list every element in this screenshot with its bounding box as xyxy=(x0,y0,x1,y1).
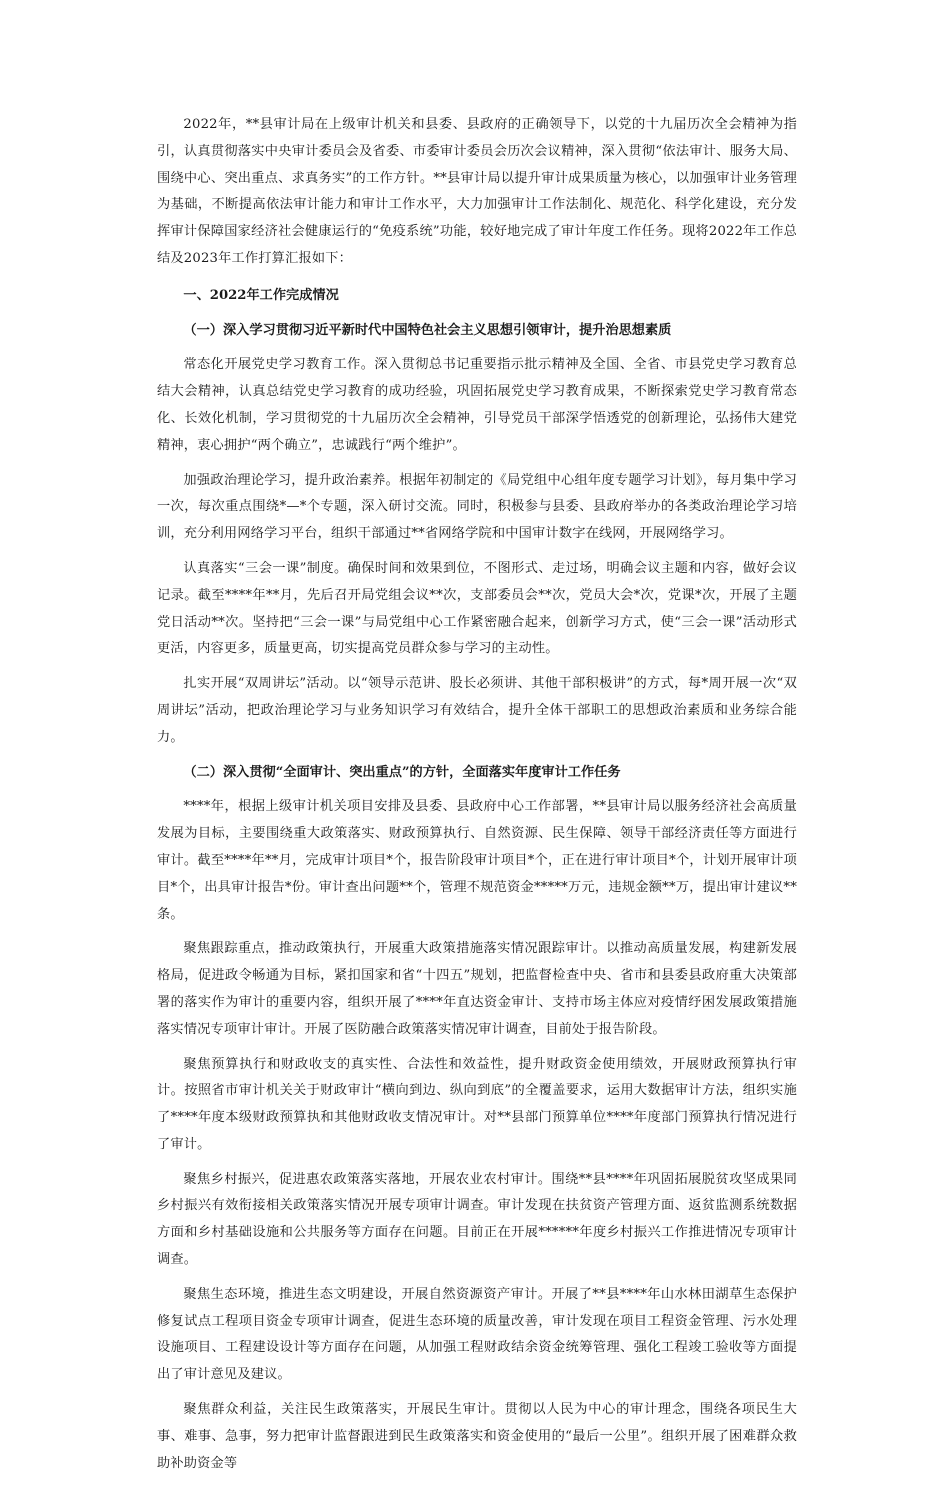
paragraph: 聚焦预算执行和财政收支的真实性、合法性和效益性，提升财政资金使用绩效，开展财政预算执行审计。按照省市审计机关关于财政审计“横向到边、纵向到底”的全覆盖要求，运用大数据审计方法，组织实施了****年度本级财政预算执和其他财政收支情况审计。对**县部门预算单位****年度部门预算执行情况进行了审计。 xyxy=(157,1056,797,1152)
paragraph: 聚焦群众利益，关注民生政策落实，开展民生审计。贯彻以人民为中心的审计理念，围绕各项民生大事、难事、急事，努力把审计监督跟进到民生政策落实和资金使用的“最后一公里”。组织开展了困难群众救助补助资金等 xyxy=(157,1402,797,1471)
paragraph: 扎实开展“双周讲坛”活动。以“领导示范讲、股长必须讲、其他干部积极讲”的方式，每*周开展一次“双周讲坛”活动，把政治理论学习与业务知识学习有效结合，提升全体干部职工的思想政治素质和业务综合能力。 xyxy=(157,676,797,745)
paragraph: 聚焦乡村振兴，促进惠农政策落实落地，开展农业农村审计。围绕**县****年巩固拓展脱贫攻坚成果同乡村振兴有效衔接相关政策落实情况开展专项审计调查。审计发现在扶贫资产管理方面、返贫监测系统数据方面和乡村基础设施和公共服务等方面存在问题。目前正在开展******年度乡村振兴工作推进情况专项审计调查。 xyxy=(157,1171,797,1268)
paragraph: 加强政治理论学习，提升政治素养。根据年初制定的《局党组中心组年度专题学习计划》，每月集中学习一次，每次重点围绕*—*个专题，深入研讨交流。同时，积极参与县委、县政府举办的各类政治理论学习培训，充分利用网络学习平台，组织干部通过**省网络学院和中国审计数字在线网，开展网络学习。 xyxy=(157,472,797,542)
paragraph: 聚焦跟踪重点，推动政策执行，开展重大政策措施落实情况跟踪审计。以推动高质量发展，构建新发展格局，促进政令畅通为目标，紧扣国家和省“十四五”规划，把监督检查中央、省市和县委县政府重大决策部署的落实作为审计的重要内容，组织开展了****年直达资金审计、支持市场主体应对疫情纾困发展政策措施落实情况专项审计审计。开展了医防融合政策落实情况审计调查，目前处于报告阶段。 xyxy=(157,941,797,1037)
paragraph: ****年，根据上级审计机关项目安排及县委、县政府中心工作部署，**县审计局以服务经济社会高质量发展为目标，主要围绕重大政策落实、财政预算执行、自然资源、民生保障、领导干部经济责任等方面进行审计。截至****年**月，完成审计项目*个，报告阶段审计项目*个，正在进行审计项目*个，计划开展审计项目*个，出具审计报告*份。审计查出问题**个，管理不规范资金*****万元，违规金额**万，提出审计建议**条。 xyxy=(157,799,797,922)
subsection-2-title: （二）深入贯彻“全面审计、突出重点”的方针，全面落实年度审计工作任务 xyxy=(183,764,621,780)
paragraph: 常态化开展党史学习教育工作。深入贯彻总书记重要指示批示精神及全国、全省、市县党史学习教育总结大会精神，认真总结党史学习教育的成功经验，巩固拓展党史学习教育成果，不断探索党史学习教育常态化、长效化机制，学习贯彻党的十九届历次全会精神，引导党员干部深学悟透党的创新理论，弘扬伟大建党精神，衷心拥护“两个确立”，忠诚践行“两个维护”。 xyxy=(157,357,797,453)
section-1-title: 一、2022年工作完成情况 xyxy=(183,287,339,303)
paragraph: 聚焦生态环境，推进生态文明建设，开展自然资源资产审计。开展了**县****年山水林田湖草生态保护修复试点工程项目资金专项审计调查，促进生态环境的质量改善，审计发现在项目工程资金管理、污水处理设施项目、工程建设设计等方面存在问题，从加强工程财政结余资金统筹管理、强化工程竣工验收等方面提出了审计意见及建议。 xyxy=(157,1286,797,1383)
subsection-1-title: （一）深入学习贯彻习近平新时代中国特色社会主义思想引领审计，提升治思想素质 xyxy=(183,322,672,338)
document-page xyxy=(157,112,797,1485)
intro-paragraph: 2022年，**县审计局在上级审计机关和县委、县政府的正确领导下，以党的十九届历次全会精神为指引，认真贯彻落实中央审计委员会及省委、市委审计委员会历次会议精神，深入贯彻“依法审计、服务大局、围绕中心、突出重点、求真务实”的工作方针。**县审计局以提升审计成果质量为核心，以加强审计业务管理为基础，不断提高依法审计能力和审计工作水平，大力加强审计工作法制化、规范化、科学化建设，充分发挥审计保障国家经济社会健康运行的“免疫系统”功能，较好地完成了审计年度工作任务。现将2022年工作总结及2023年工作打算汇报如下： xyxy=(157,117,797,266)
paragraph: 认真落实“三会一课”制度。确保时间和效果到位，不图形式、走过场，明确会议主题和内容，做好会议记录。截至****年**月，先后召开局党组会议**次，支部委员会**次，党员大会*次，党课*次，开展了主题党日活动**次。坚持把“三会一课”与局党组中心工作紧密融合起来，创新学习方式，使“三会一课”活动形式更活，内容更多，质量更高，切实提高党员群众参与学习的主动性。 xyxy=(157,560,797,657)
